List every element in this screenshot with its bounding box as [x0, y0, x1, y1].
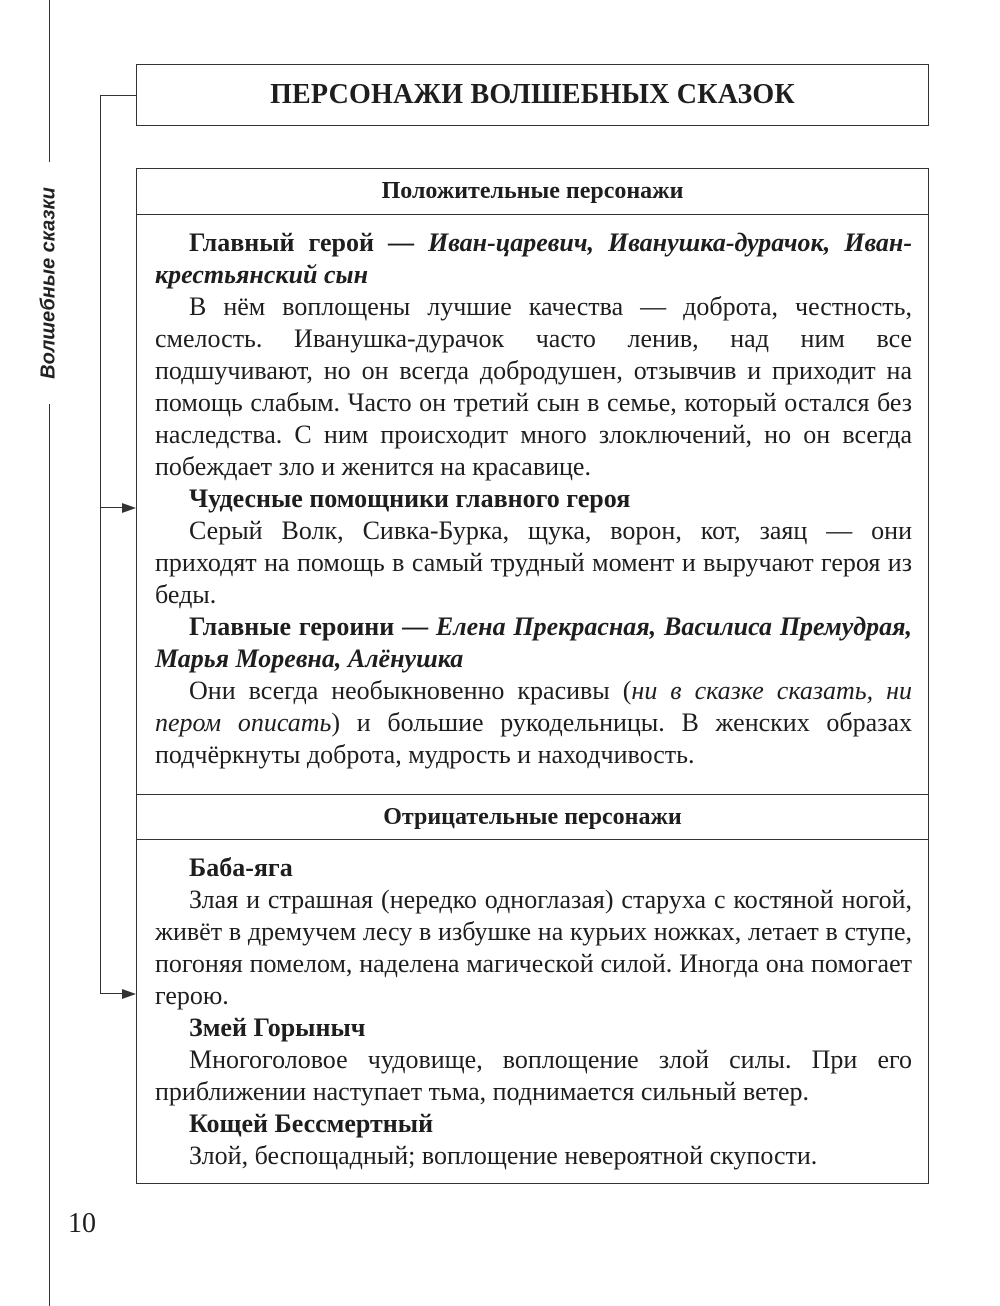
- helpers-description: Серый Волк, Сивка-Бурка, щука, ворон, кот, заяц — они приходят на помощь в самый трудный момент и выручают героя из беды.: [155, 516, 912, 609]
- baba-yaga-description: Злая и страшная (нередко одноглазая) старуха с костяной ногой, живёт в дремучем лесу в избушке на курьих ножках, летает в ступе, погоняя помелом, наделена магической силой. Иногда она помогает герою.: [155, 885, 912, 1010]
- zmey-heading: Змей Горыныч: [189, 1013, 366, 1042]
- connector-branch-positive: [100, 507, 122, 508]
- zmey-description: Многоголовое чудовище, воплощение злой силы. При его приближении наступает тьма, поднимается сильный ветер.: [155, 1045, 912, 1106]
- hero-description: В нём воплощены лучшие качества — доброта, честность, смелость. Иванушка-дурачок часто ленив, над ним все подшучивают, но он всегда добродушен, отзывчив и приходит на помощь слабым. Часто он третий сын в семье, который остался без наследства. С ним происходит много злоключений, но он всегда побеждает зло и женится на красавице.: [155, 292, 912, 481]
- arrow-negative-icon: [122, 989, 136, 999]
- hero-names: Иван-царевич, Иванушка-дурачок, Иван-крестьянский сын: [155, 228, 912, 289]
- characters-table: [136, 168, 929, 1184]
- heroines-text-quote: ни в сказке сказать, ни пером описать: [155, 676, 912, 737]
- connector-vertical: [100, 95, 137, 994]
- heroines-names: Елена Прекрасная, Василиса Премудрая, Марья Моревна, Алёнушка: [155, 612, 912, 673]
- arrow-positive-icon: [122, 503, 136, 513]
- baba-yaga-heading: Баба-яга: [189, 853, 293, 882]
- heroines-description: [155, 675, 912, 771]
- positive-section: [137, 215, 928, 794]
- negative-header: Отрицательные персонажи: [137, 794, 928, 840]
- positive-header: Положительные персонажи: [137, 169, 928, 215]
- koschei-heading: Кощей Бессмертный: [189, 1109, 434, 1138]
- page-title: ПЕРСОНАЖИ ВОЛШЕБНЫХ СКАЗОК: [136, 64, 929, 126]
- heroines-text-end: ) и большие рукодельницы. В женских образах подчёркнуты доброта, мудрость и находчивость.: [155, 708, 912, 769]
- margin-rule-bottom: [49, 404, 50, 1306]
- koschei-description: Злой, беспощадный; воплощение невероятной скупости.: [189, 1141, 818, 1170]
- connector-branch-negative: [100, 993, 122, 994]
- heroines-heading: [155, 611, 912, 675]
- hero-heading: [155, 227, 912, 291]
- page-number: 10: [68, 1208, 96, 1239]
- hero-title: Главный герой —: [189, 228, 428, 257]
- heroines-text-start: Они всегда необыкновенно красивы (: [189, 676, 632, 705]
- helpers-heading: Чудесные помощники главного героя: [189, 484, 631, 513]
- negative-section: [137, 840, 928, 1172]
- margin-rule-top: [49, 0, 50, 162]
- section-running-label: Волшебные сказки: [37, 187, 60, 379]
- heroines-title: Главные героини —: [189, 612, 436, 641]
